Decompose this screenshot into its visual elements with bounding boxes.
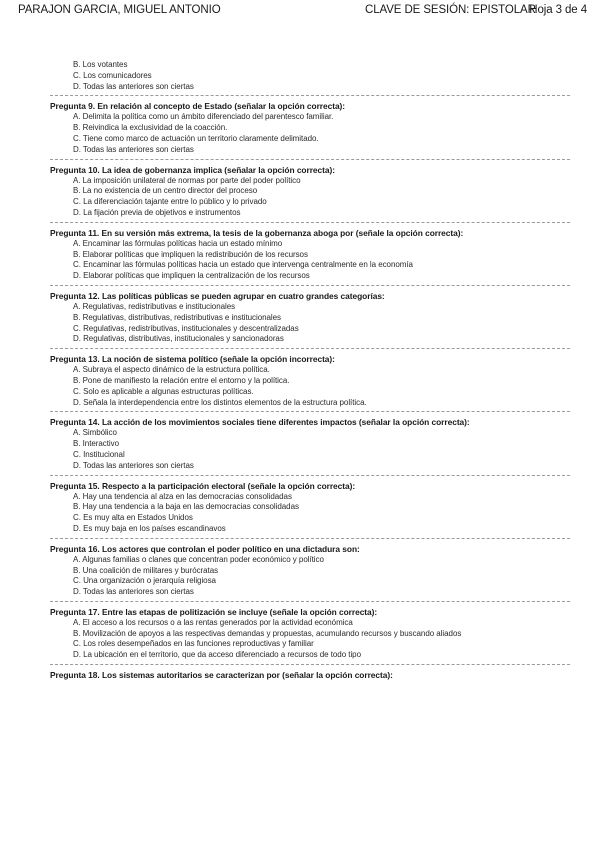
- question-13: [50, 354, 570, 408]
- option-d: D. Regulativas, distributivas, institucionales y sancionadoras: [73, 334, 284, 344]
- question-title: Pregunta 11. En su versión más extrema, la tesis de la gobernanza aboga por (señale la opción correcta):: [50, 227, 464, 238]
- question-title: Pregunta 18. Los sistemas autoritarios se caracterizan por (señalar la opción correcta):: [50, 670, 393, 681]
- option-c: C. Tiene como marco de actuación un territorio claramente delimitado.: [73, 133, 319, 143]
- question-14: [50, 417, 570, 471]
- option-d: D. Todas las anteriores son ciertas: [73, 587, 194, 597]
- question-title: Pregunta 12. Las políticas públicas se pueden agrupar en cuatro grandes categorías:: [50, 290, 385, 301]
- option-c: C. Encaminar las fórmulas políticas hacia un estado que intervenga centralmente en la economía: [73, 260, 413, 270]
- page-header: [18, 4, 587, 20]
- option-b: B. Movilización de apoyos a las respectivas demandas y propuestas, acumulando recursos y buscando aliados: [73, 628, 462, 638]
- option-d: D. Todas las anteriores son ciertas: [73, 460, 194, 470]
- question-10: [50, 165, 570, 219]
- option-a: A. Encaminar las fórmulas políticas hacia un estado mínimo: [73, 238, 283, 248]
- option-b: B. Elaborar políticas que impliquen la redistribución de los recursos: [73, 249, 308, 259]
- question-title: Pregunta 13. La noción de sistema político (señale la opción incorrecta):: [50, 354, 335, 365]
- option-b: B. Hay una tendencia a la baja en las democracias consolidadas: [73, 502, 299, 512]
- questions-container: [50, 60, 570, 681]
- option-c: C. Regulativas, redistributivas, institucionales y descentralizadas: [73, 323, 299, 333]
- option-c: C. Es muy alta en Estados Unidos: [73, 513, 193, 523]
- option-a: A. Regulativas, redistributivas e institucionales: [73, 301, 236, 311]
- divider: [50, 285, 570, 286]
- divider: [50, 159, 570, 160]
- carryover-options: [50, 60, 570, 92]
- question-title: Pregunta 17. Entre las etapas de politización se incluye (señale la opción correcta):: [50, 606, 378, 617]
- option-d: D. La ubicación en el territorio, que da acceso diferenciado a recursos de todo tipo: [73, 650, 361, 660]
- question-18: [50, 670, 570, 681]
- divider: [50, 601, 570, 602]
- divider: [50, 222, 570, 223]
- option-d: D. Es muy baja en los países escandinavos: [73, 523, 226, 533]
- option-a: A. Hay una tendencia al alza en las democracias consolidadas: [73, 491, 292, 501]
- option-d: D. Todas las anteriores son ciertas: [73, 81, 194, 91]
- option-c: C. Los comunicadores: [73, 70, 152, 80]
- question-15: [50, 481, 570, 535]
- divider: [50, 348, 570, 349]
- option-a: A. Simbólico: [73, 428, 117, 438]
- question-title: Pregunta 14. La acción de los movimientos sociales tiene diferentes impactos (señalar la opción correcta):: [50, 417, 470, 428]
- option-b: B. La no existencia de un centro director del proceso: [73, 186, 258, 196]
- option-d: D. Elaborar políticas que impliquen la centralización de los recursos: [73, 271, 310, 281]
- option-a: A. El acceso a los recursos o a las rentas generados por la actividad económica: [73, 617, 353, 627]
- option-b: B. Los votantes: [73, 60, 128, 69]
- question-title: Pregunta 9. En relación al concepto de Estado (señalar la opción correcta):: [50, 101, 346, 112]
- option-b: B. Regulativas, distributivas, redistributivas e institucionales: [73, 312, 282, 322]
- option-b: B. Reivindica la exclusividad de la coacción.: [73, 123, 228, 133]
- option-d: D. Señala la interdependencia entre los distintos elementos de la estructura política.: [73, 397, 367, 407]
- divider: [50, 538, 570, 539]
- student-name: PARAJON GARCIA, MIGUEL ANTONIO: [18, 4, 221, 16]
- option-c: C. La diferenciación tajante entre lo público y lo privado: [73, 197, 267, 207]
- divider: [50, 95, 570, 96]
- divider: [50, 411, 570, 412]
- option-a: A. La imposición unilateral de normas por parte del poder político: [73, 175, 301, 185]
- question-title: Pregunta 15. Respecto a la participación electoral (señale la opción correcta):: [50, 480, 356, 491]
- option-c: C. Una organización o jerarquía religiosa: [73, 576, 216, 586]
- option-a: A. Delimita la política como un ámbito diferenciado del parentesco familiar.: [73, 112, 334, 122]
- question-17: [50, 607, 570, 661]
- option-d: D. La fijación previa de objetivos e instrumentos: [73, 207, 241, 217]
- divider: [50, 475, 570, 476]
- page-number: Hoja 3 de 4: [529, 4, 587, 16]
- option-b: B. Una coalición de militares y burócratas: [73, 565, 219, 575]
- question-12: [50, 291, 570, 345]
- option-b: B. Pone de manifiesto la relación entre el entorno y la política.: [73, 375, 290, 385]
- session-key: CLAVE DE SESIÓN: EPISTOLAR: [365, 4, 536, 16]
- divider: [50, 664, 570, 665]
- question-11: [50, 228, 570, 282]
- option-c: C. Solo es aplicable a algunas estructuras políticas.: [73, 386, 254, 396]
- option-a: A. Subraya el aspecto dinámico de la estructura política.: [73, 365, 270, 375]
- option-b: B. Interactivo: [73, 439, 119, 449]
- option-c: C. Los roles desempeñados en las funciones reproductivas y familiar: [73, 639, 314, 649]
- question-title: Pregunta 10. La idea de gobernanza implica (señalar la opción correcta):: [50, 164, 335, 175]
- option-a: A. Algunas familias o clanes que concentran poder económico y político: [73, 554, 324, 564]
- question-title: Pregunta 16. Los actores que controlan el poder político en una dictadura son:: [50, 543, 360, 554]
- option-d: D. Todas las anteriores son ciertas: [73, 144, 194, 154]
- question-9: [50, 101, 570, 155]
- question-16: [50, 544, 570, 598]
- option-c: C. Institucional: [73, 449, 125, 459]
